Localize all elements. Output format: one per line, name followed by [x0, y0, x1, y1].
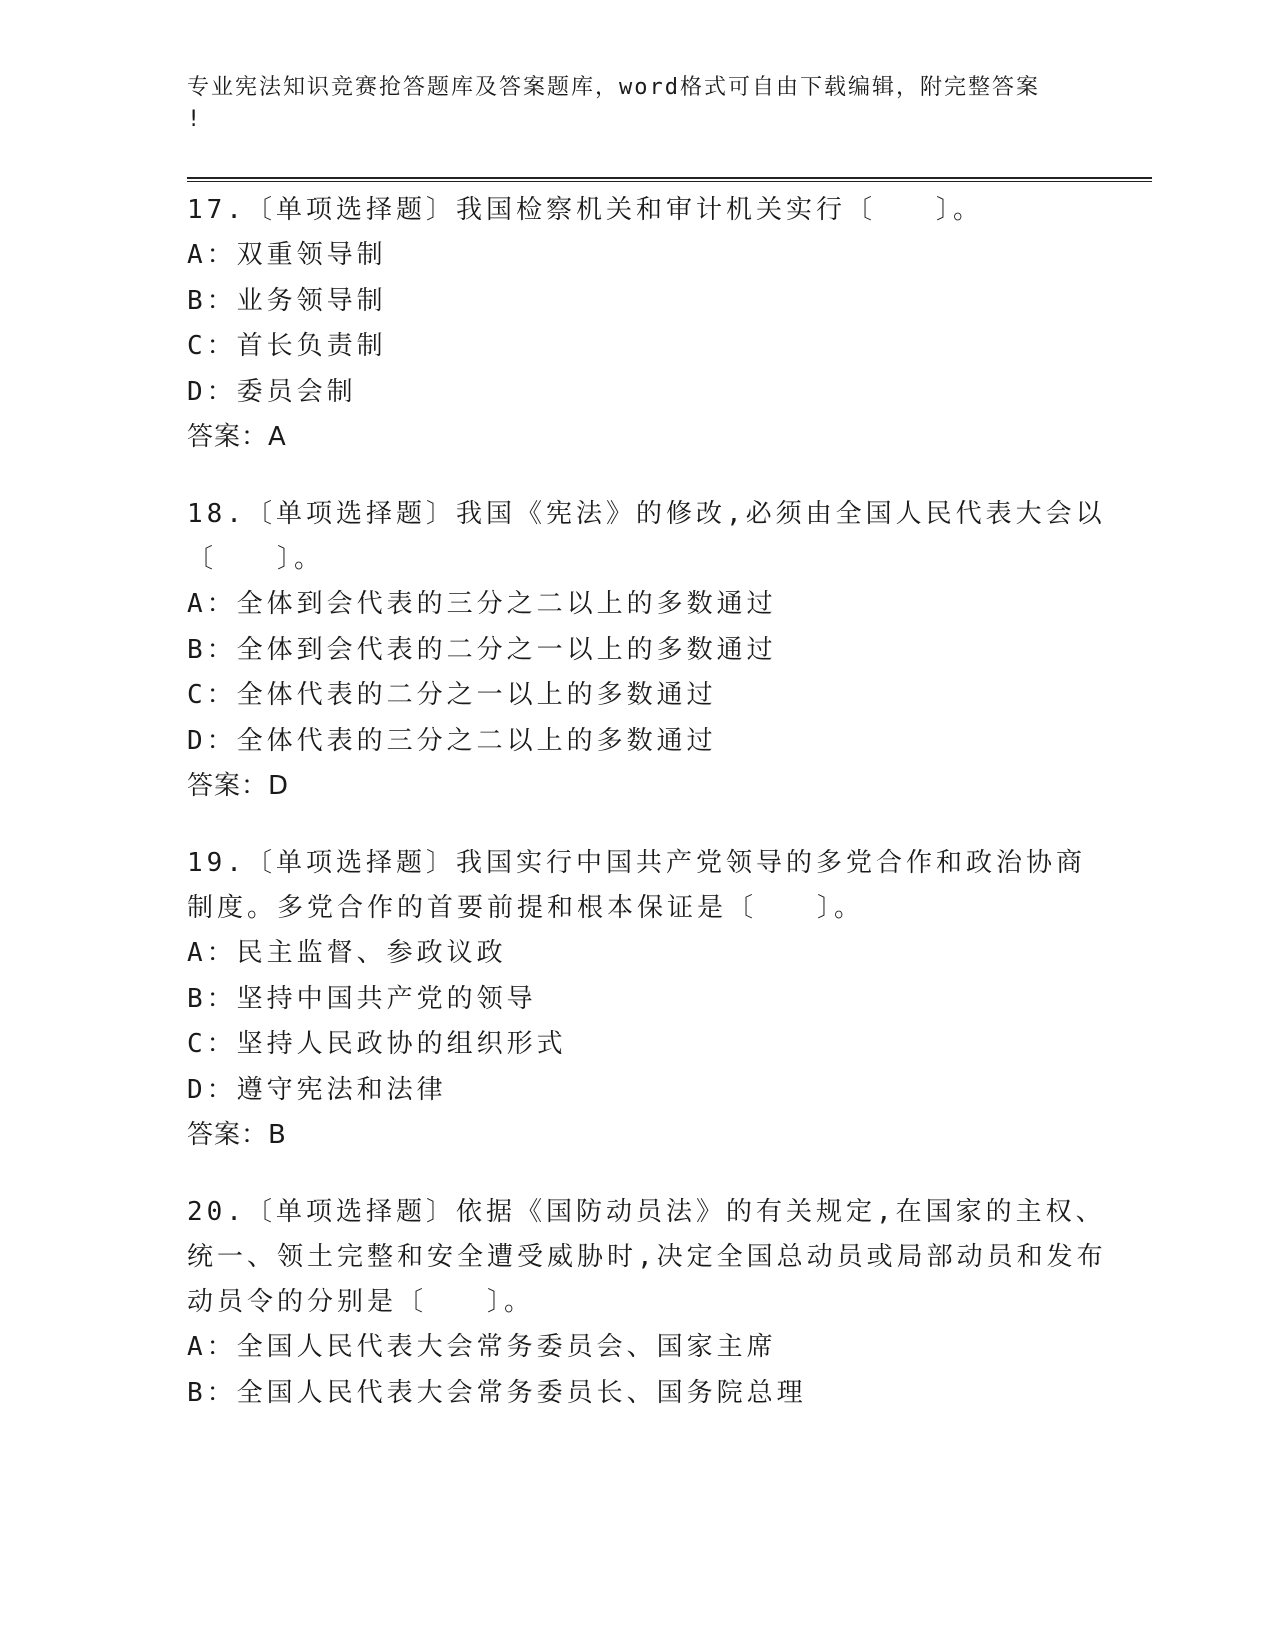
question-20: [187, 1190, 1107, 1416]
option-c: C：首长负责制: [187, 331, 387, 361]
option-c: C：坚持人民政协的组织形式: [187, 1029, 567, 1059]
header-title: 专业宪法知识竞赛抢答题库及答案题库，word格式可自由下载编辑，附完整答案: [187, 75, 1040, 100]
answer-line: 答案：A: [187, 422, 287, 452]
option-a: A：民主监督、参政议政: [187, 938, 507, 968]
option-a: A：双重领导制: [187, 240, 387, 270]
document-header: [187, 72, 1067, 136]
option-a: A：全体到会代表的三分之二以上的多数通过: [187, 589, 777, 619]
header-divider: [187, 177, 1152, 182]
question-18: [187, 492, 1107, 809]
option-a: A：全国人民代表大会常务委员会、国家主席: [187, 1332, 777, 1362]
answer-line: 答案：D: [187, 771, 290, 801]
option-b: B：坚持中国共产党的领导: [187, 983, 537, 1014]
answer-line: 答案：B: [187, 1120, 287, 1150]
option-d: D：遵守宪法和法律: [187, 1074, 447, 1105]
option-b: B：业务领导制: [187, 285, 387, 316]
option-c: C：全体代表的二分之一以上的多数通过: [187, 680, 717, 710]
question-stem: 18.〔单项选择题〕我国《宪法》的修改,必须由全国人民代表大会以〔 〕。: [187, 499, 1106, 574]
option-d: D：委员会制: [187, 376, 357, 407]
option-d: D：全体代表的三分之二以上的多数通过: [187, 725, 717, 756]
question-17: [187, 188, 1107, 460]
question-19: [187, 841, 1107, 1158]
question-stem: 17.〔单项选择题〕我国检察机关和审计机关实行〔 〕。: [187, 195, 983, 225]
question-list: [187, 188, 1107, 1448]
question-stem: 19.〔单项选择题〕我国实行中国共产党领导的多党合作和政治协商制度。多党合作的首要前提和根本保证是〔 〕。: [187, 848, 1086, 923]
question-stem: 20.〔单项选择题〕依据《国防动员法》的有关规定,在国家的主权、统一、领土完整和安全遭受威胁时,决定全国总动员或局部动员和发布动员令的分别是〔 〕。: [187, 1197, 1107, 1317]
header-title-continuation: !: [187, 107, 203, 132]
option-b: B：全体到会代表的二分之一以上的多数通过: [187, 634, 777, 665]
option-b: B：全国人民代表大会常务委员长、国务院总理: [187, 1377, 807, 1408]
